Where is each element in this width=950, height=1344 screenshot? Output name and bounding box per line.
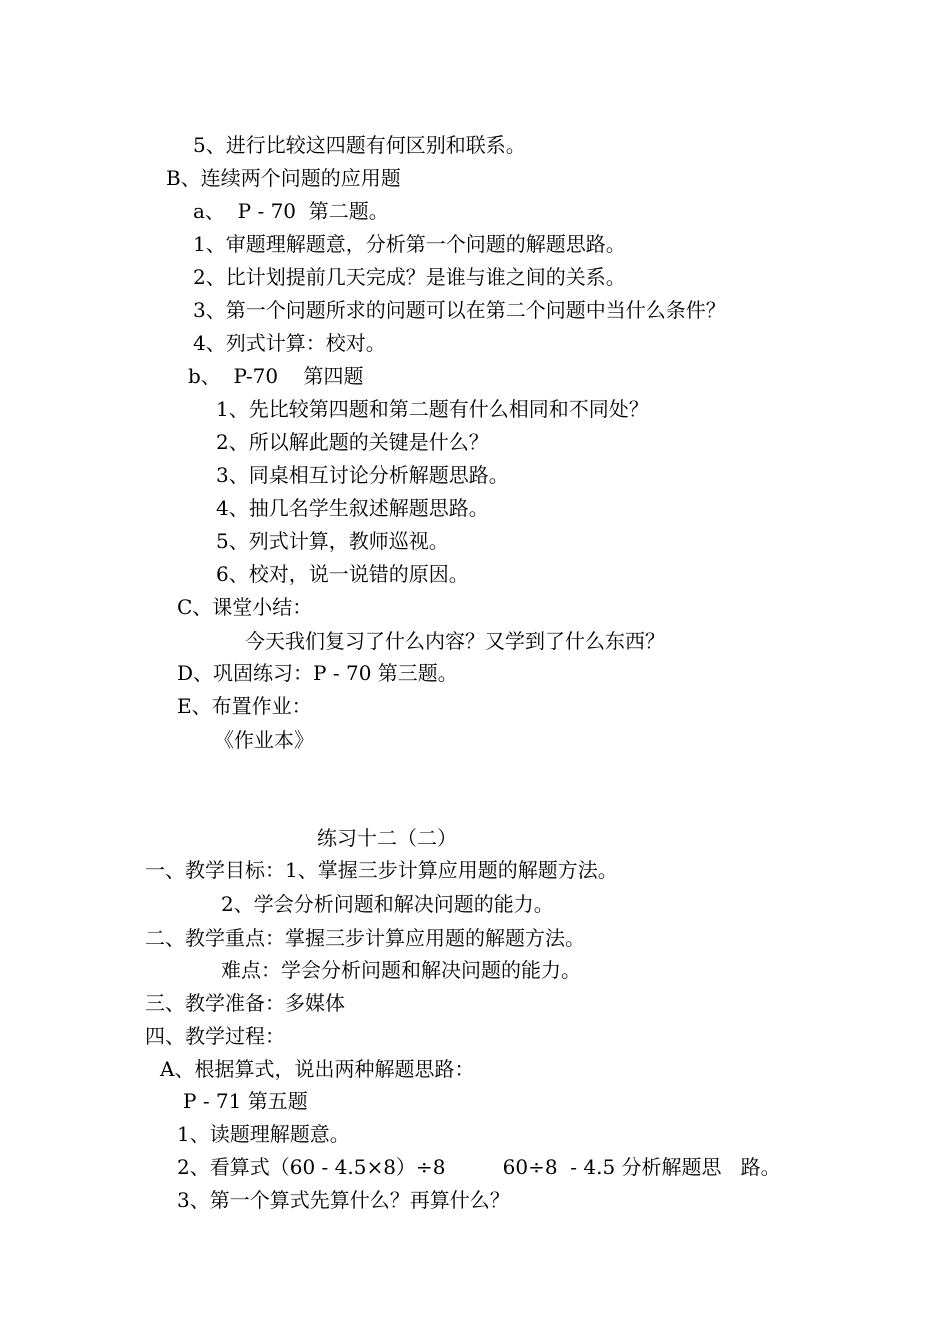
text-line: 4、抽几名学生叙述解题思路。 [216, 496, 489, 520]
section-heading: D、巩固练习：P - 70 第三题。 [177, 661, 458, 685]
text-line: 1、先比较第四题和第二题有什么相同和不同处？ [216, 397, 649, 421]
text-line: 3、同桌相互讨论分析解题思路。 [216, 463, 509, 487]
section-heading: C、课堂小结： [177, 595, 313, 619]
subsection-heading: a、 P - 70 第二题。 [193, 199, 389, 223]
text-line: 1、审题理解题意，分析第一个问题的解题思路。 [193, 232, 626, 256]
text-line: 6、校对，说一说错的原因。 [216, 562, 469, 586]
text-line: 《作业本》 [214, 728, 314, 752]
section-heading: B、连续两个问题的应用题 [166, 166, 401, 190]
page-title: 练习十二（二） [317, 826, 457, 850]
section-heading: E、布置作业： [177, 694, 312, 718]
text-line: 难点：学会分析问题和解决问题的能力。 [221, 958, 581, 982]
text-line: 4、列式计算：校对。 [193, 331, 386, 355]
text-line: 3、第一个算式先算什么？再算什么？ [177, 1188, 510, 1212]
text-line: 2、比计划提前几天完成？是谁与谁之间的关系。 [193, 265, 626, 289]
text-line: 四、教学过程： [145, 1024, 285, 1048]
text-line: 2、学会分析问题和解决问题的能力。 [221, 892, 554, 916]
text-line: P - 71 第五题 [183, 1089, 308, 1113]
text-line: 2、所以解此题的关键是什么？ [216, 430, 489, 454]
text-line: 3、第一个问题所求的问题可以在第二个问题中当什么条件？ [193, 298, 726, 322]
text-line: 1、读题理解题意。 [177, 1122, 350, 1146]
text-line: 今天我们复习了什么内容？又学到了什么东西？ [245, 629, 665, 653]
text-line: 2、看算式（60 - 4.5×8）÷8 60÷8 - 4.5 分析解题思 路。 [177, 1155, 781, 1179]
text-line: 一、教学目标：1、掌握三步计算应用题的解题方法。 [145, 858, 618, 882]
subsection-heading: b、 P-70 第四题 [188, 364, 364, 388]
text-line: 5、列式计算，教师巡视。 [216, 529, 449, 553]
section-heading: A、根据算式，说出两种解题思路： [160, 1057, 475, 1081]
text-line: 二、教学重点：掌握三步计算应用题的解题方法。 [145, 926, 585, 950]
text-line: 三、教学准备：多媒体 [145, 991, 345, 1015]
text-line: 5、进行比较这四题有何区别和联系。 [193, 133, 526, 157]
